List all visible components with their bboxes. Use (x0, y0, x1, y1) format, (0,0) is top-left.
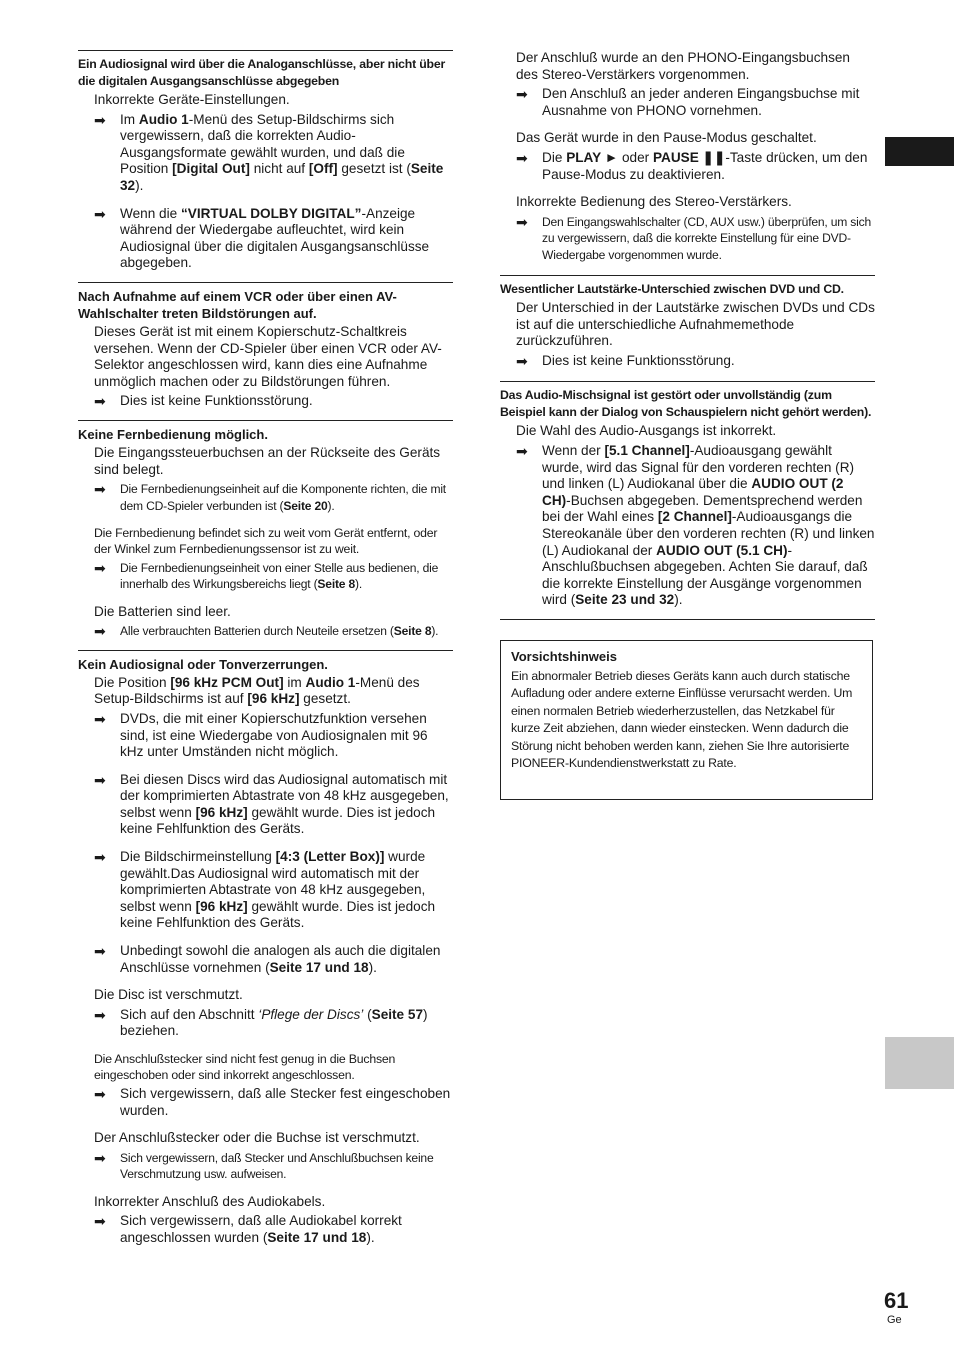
section-tab (885, 1037, 954, 1089)
remedy-item (94, 206, 453, 272)
remedy-item (94, 1007, 453, 1040)
section-heading: Ein Audiosignal wird über die Analoganschlüsse, aber nicht über die digitalen Ausgangsanschlüsse abgegeben (78, 57, 446, 88)
remedy-text: Bei diesen Discs wird das Audiosignal automatisch mit der komprimierten Abtastrate von 48 kHz ausgegeben, selbst wenn [96 kHz] gewählt wurde. Dies ist jedoch keine Fehlfunktion des Geräts. (120, 771, 449, 837)
caution-box (500, 640, 873, 800)
remedy-text: Sich vergewissern, daß Stecker und Anschlußbuchsen keine Verschmutzung usw. aufweisen. (120, 1150, 434, 1182)
remedy-text: Sich auf den Abschnitt ‘Pflege der Discs’ (Seite 57) beziehen. (120, 1006, 428, 1039)
remedy-item (516, 150, 875, 183)
remedy-text: Den Eingangswahlschalter (CD, AUX usw.) überprüfen, um sich zu vergewissern, daß die korrekte Einstellung für eine DVD-Wiedergabe vorgenommen wurde. (542, 214, 871, 262)
arrow-icon: ➡ (94, 771, 106, 788)
cause-text: Die Batterien sind leer. (94, 603, 231, 619)
cause-text: Inkorrekte Bedienung des Stereo-Verstärkers. (516, 194, 792, 210)
chapter-tab (885, 137, 954, 166)
cause-text: Der Anschluß wurde an den PHONO-Eingangsbuchsen des Stereo-Verstärkers vorgenommen. (516, 50, 850, 82)
remedy-text: Den Anschluß an jeder anderen Eingangsbuchse mit Ausnahme von PHONO vornehmen. (542, 86, 860, 118)
remedy-item (94, 711, 453, 761)
remedy-text: Die Bildschirmeinstellung [4:3 (Letter Box)] wurde gewählt.Das Audiosignal wird automatisch mit der komprimierten Abtastrate von 48 kHz ausgegeben, selbst wenn [96 kHz] gewählt wurde. Dies ist jedoch keine Fehlfunktion des Geräts. (120, 849, 436, 931)
remedy-item (516, 214, 875, 263)
page-language: Ge (887, 1314, 902, 1326)
page-number: 61 (884, 1288, 909, 1313)
left-column (78, 50, 453, 1256)
remedy-text: Sich vergewissern, daß alle Stecker fest eingeschoben wurden. (120, 1086, 451, 1118)
section-no-remote (78, 420, 453, 640)
remedy-text: Die Fernbedienungseinheit auf die Komponente richten, die mit dem CD-Spieler verbunden ist (Seite 20). (120, 482, 446, 513)
remedy-item (94, 1150, 453, 1183)
remedy-text: Dies ist keine Funktionsstörung. (120, 393, 313, 409)
remedy-item (94, 623, 453, 639)
arrow-icon: ➡ (94, 849, 106, 866)
remedy-text: Wenn der [5.1 Channel]-Audioausgang gewählt wurde, wird das Signal für den vorderen rechten (R) und linken (L) Audiokanal über die AUDIO OUT (2 CH)-Buchsen abgegeben. Dementsprechend werden bei der Wahl eines [2 Channel]-Audioausgangs die Stereokanäle über den vorderen rechten (R) und linken (L) Audiokanal der AUDIO OUT (5.1 CH)-Anschlußbuchsen abgegeben. Achten Sie darauf, daß die korrekte Einstellung der Ausgänge vorgenommen wird (Seite 23 und 32). (542, 442, 875, 608)
arrow-icon: ➡ (94, 943, 106, 960)
arrow-icon: ➡ (516, 86, 528, 103)
arrow-icon: ➡ (94, 559, 106, 576)
section-analog-only-audio (78, 50, 453, 272)
section-continued (500, 50, 875, 263)
cause-text: Die Eingangssteuerbuchsen an der Rückseite des Geräts sind belegt. (94, 444, 441, 477)
cause-text: Inkorrekte Geräte-Einstellungen. (94, 92, 290, 107)
remedy-item (516, 86, 875, 119)
arrow-icon: ➡ (94, 623, 106, 640)
section-heading: Keine Fernbedienung möglich. (78, 426, 268, 442)
arrow-icon: ➡ (94, 1213, 106, 1230)
cause-text: Die Anschlußstecker sind nicht fest genug in die Buchsen eingeschoben oder sind inkorrekt angeschlossen. (94, 1052, 396, 1082)
caution-body: Ein abnormaler Betrieb dieses Geräts kann auch durch statische Aufladung oder andere externe Einflüsse verursacht werden. Um einen normalen Betrieb wiederherzustellen, das Netzkabel für kurze Zeit abziehen, dann wieder einstecken. Wenn dadurch die Störung nicht behoben werden kann, ziehen Sie Ihre autorisierte PIONEER-Kundendienstwerkstatt zu Rate. (511, 669, 853, 771)
arrow-icon: ➡ (516, 213, 528, 230)
cause-text: Die Wahl des Audio-Ausgangs ist inkorrekt. (516, 423, 777, 439)
remedy-text: Alle verbrauchten Batterien durch Neuteile ersetzen (Seite 8). (120, 624, 439, 639)
remedy-item (94, 481, 453, 514)
section-heading: Kein Audiosignal oder Tonverzerrungen. (78, 656, 328, 672)
remedy-item (94, 393, 453, 410)
remedy-item (94, 1213, 453, 1246)
cause-text: Das Gerät wurde in den Pause-Modus geschaltet. (516, 130, 817, 146)
cause-text: Der Unterschied in der Lautstärke zwischen DVDs und CDs ist auf die unterschiedliche Aufnahmemethode zurückzuführen. (516, 299, 875, 349)
section-heading: Nach Aufnahme auf einem VCR oder über einen AV-Wahlschalter treten Bildstörungen auf. (78, 288, 397, 321)
remedy-item (94, 772, 453, 838)
remedy-item (516, 443, 875, 609)
cause-text: Die Position [96 kHz PCM Out] im Audio 1-Menü des Setup-Bildschirms ist auf [96 kHz] gesetzt. (94, 674, 420, 707)
arrow-icon: ➡ (94, 1149, 106, 1166)
section-audio-mix (500, 381, 875, 609)
remedy-text: Dies ist keine Funktionsstörung. (542, 352, 735, 368)
arrow-icon: ➡ (94, 481, 106, 498)
arrow-icon: ➡ (516, 352, 528, 369)
remedy-text: Unbedingt sowohl die analogen als auch die digitalen Anschlüsse vornehmen (Seite 17 und 18). (120, 943, 441, 975)
section-volume-difference (500, 275, 875, 369)
arrow-icon: ➡ (94, 205, 106, 222)
remedy-text: Die PLAY ► oder PAUSE ❚❚-Taste drücken, um den Pause-Modus zu deaktivieren. (542, 149, 868, 182)
cause-text: Die Disc ist verschmutzt. (94, 987, 243, 1003)
arrow-icon: ➡ (94, 1006, 106, 1023)
remedy-text: Die Fernbedienungseinheit von einer Stelle aus bedienen, die innerhalb des Wirkungsbereichs liegt (Seite 8). (120, 560, 439, 592)
caution-title: Vorsichtshinweis (511, 649, 617, 664)
cause-text: Inkorrekter Anschluß des Audiokabels. (94, 1193, 326, 1209)
remedy-text: Im Audio 1-Menü des Setup-Bildschirms sich vergewissern, daß die korrekten Audio-Ausgangsformate gewählt wurden, und daß die Position [Digital Out] nicht auf [Off] gesetzt ist (Seite 32). (120, 111, 444, 193)
arrow-icon: ➡ (94, 393, 106, 410)
remedy-text: Sich vergewissern, daß alle Audiokabel korrekt angeschlossen wurden (Seite 17 und 18). (120, 1213, 402, 1245)
remedy-item (94, 849, 453, 932)
cause-text: Der Anschlußstecker oder die Buchse ist verschmutzt. (94, 1130, 420, 1146)
arrow-icon: ➡ (516, 442, 528, 459)
cause-text: Dieses Gerät ist mit einem Kopierschutz-Schaltkreis versehen. Wenn der CD-Spieler über einen VCR oder AV-Selektor angeschlossen wird, kann dies eine Aufnahme unmöglich machen oder zu Bildstörungen führen. (94, 323, 442, 389)
remedy-item (94, 943, 453, 976)
right-column (500, 50, 875, 620)
section-heading: Wesentlicher Lautstärke-Unterschied zwischen DVD und CD. (500, 281, 844, 296)
section-heading: Das Audio-Mischsignal ist gestört oder unvollständig (zum Beispiel kann der Dialog von Schauspielern nicht gehört werden). (500, 388, 872, 420)
section-no-audio (78, 650, 453, 1247)
divider (500, 619, 875, 620)
remedy-item (94, 560, 453, 593)
section-vcr-picture-noise (78, 282, 453, 410)
arrow-icon: ➡ (94, 710, 106, 727)
remedy-item (94, 112, 453, 195)
arrow-icon: ➡ (94, 111, 106, 128)
cause-text: Die Fernbedienung befindet sich zu weit vom Gerät entfernt, oder der Winkel zum Fernbedienungssensor ist zu weit. (94, 525, 438, 556)
remedy-text: Wenn die “VIRTUAL DOLBY DIGITAL”-Anzeige während der Wiedergabe aufleuchtet, wird kein Audiosignal über die digitalen Ausgangsanschlüsse abgegeben. (120, 205, 430, 271)
arrow-icon: ➡ (94, 1086, 106, 1102)
remedy-item (94, 1086, 453, 1119)
arrow-icon: ➡ (516, 149, 528, 166)
remedy-text: DVDs, die mit einer Kopierschutzfunktion versehen sind, ist eine Wiedergabe von Audiosignalen mit 96 kHz unter Umständen nicht möglich. (120, 710, 428, 760)
remedy-item (516, 353, 875, 370)
